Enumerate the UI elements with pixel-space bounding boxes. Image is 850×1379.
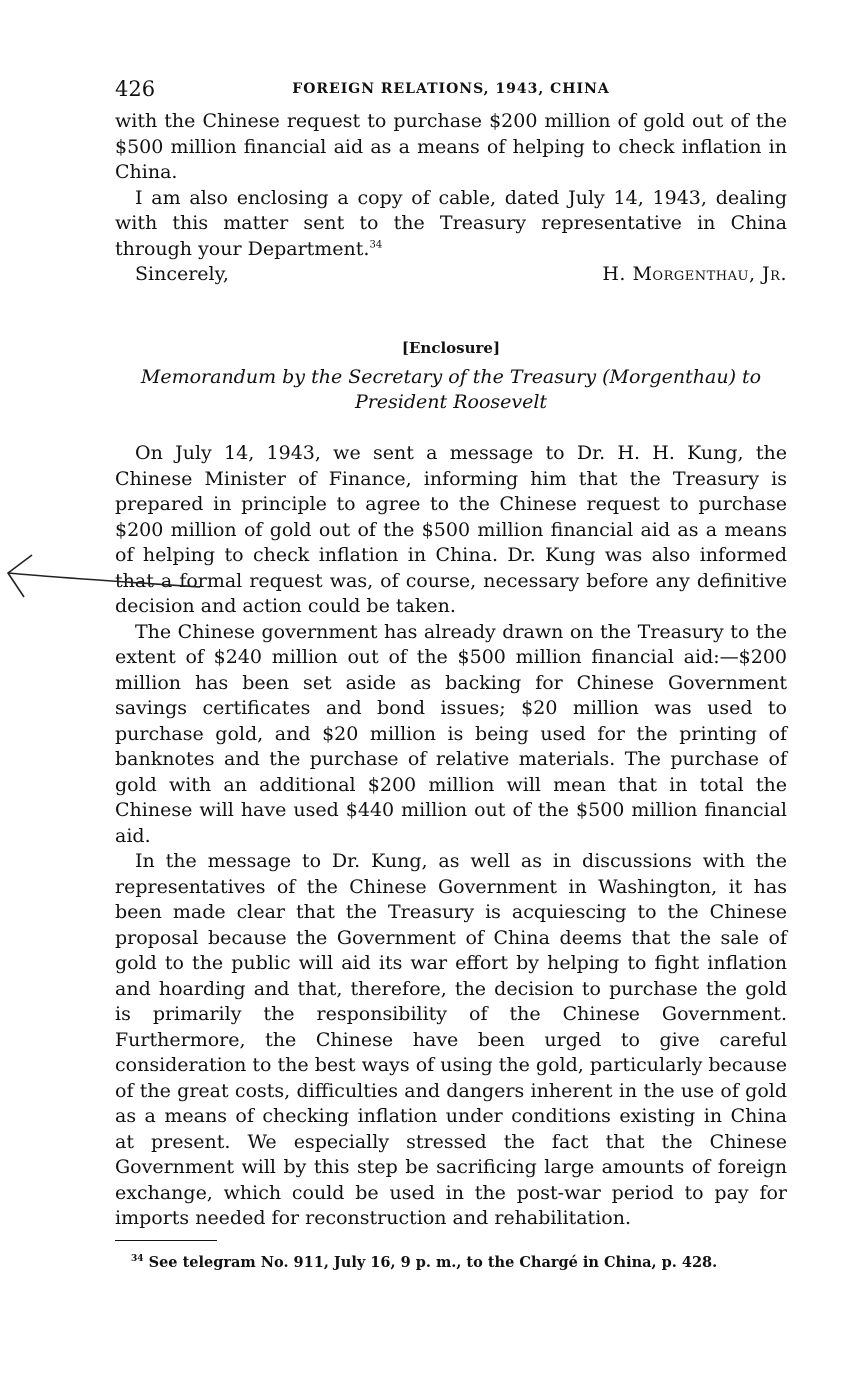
memo-paragraph-3: In the message to Dr. Kung, as well as in discussions with the representatives of the Chinese Government in Washington, it has been made clear that the Treasury is acquiescing to the Chinese proposal because the Government of China deems that the sale of gold to the public will aid its war effort by helping to fight inflation and hoarding and that, therefore, the decision to purchase the gold is primarily the responsibility of the Chinese Government. Furthermore, the Chinese have been urged to give careful consideration to the best ways of using the gold, particularly because of the great costs, difficulties and dangers inherent in the use of gold as a means of checking inflation under conditions existing in China at present. We especially stressed the fact that the Chinese Government will by this step be sacrificing large amounts of foreign exchange, which could be used in the post-war period to pay for imports needed for reconstruction and rehabilitation. [115, 850, 787, 1229]
footnote-marker: 34 [131, 1253, 144, 1264]
signature: H. Morgenthau, Jr. [602, 263, 787, 285]
letter-paragraph-2 [115, 186, 787, 263]
letter-paragraph-1: with the Chinese request to purchase $200 million of gold out of the $500 million financial aid as a means of helping to check inflation in China. [115, 110, 787, 183]
memo-title: Memorandum by the Secretary of the Treasury (Morgenthau) to President Roosevelt [140, 366, 762, 413]
memo-paragraph-2: The Chinese government has already drawn on the Treasury to the extent of $240 million out of the $500 million financial aid:—$200 million has been set aside as backing for Chinese Government savings certificates and bond issues; $20 million was used to purchase gold, and $20 million is being used for the printing of banknotes and the purchase of relative materials. The purchase of gold with an additional $200 million will mean that in total the Chinese will have used $440 million out of the $500 million financial aid. [115, 620, 787, 847]
page-number: 426 [115, 77, 156, 101]
footnote-rule [115, 1240, 217, 1241]
salutation: Sincerely, [135, 263, 229, 285]
letter-closing [115, 262, 787, 290]
footnote-text: See telegram No. 911, July 16, 9 p. m., to the Chargé in China, p. 428. [148, 1253, 718, 1271]
running-head [115, 75, 787, 109]
footnote-reference: 34 [369, 239, 383, 251]
memo-paragraph-1: On July 14, 1943, we sent a message to Dr. H. H. Kung, the Chinese Minister of Finance, informing him that the Treasury is prepared in principle to agree to the Chinese request to purchase $200 million of gold out of the $500 million financial aid as a means of helping to check inflation in China. Dr. Kung was also informed that a formal request was, of course, necessary before any definitive decision and action could be taken. [115, 442, 787, 617]
arrow-head-mark [8, 555, 32, 597]
enclosure-label: [Enclosure] [401, 339, 501, 357]
letter-paragraph-2-text: I am also enclosing a copy of cable, dated July 14, 1943, dealing with this matter sent to the Treasury representative in China through your Department. [115, 186, 787, 260]
running-title: FOREIGN RELATIONS, 1943, CHINA [292, 81, 610, 97]
document-page [115, 75, 787, 1272]
footnote [115, 1249, 787, 1273]
